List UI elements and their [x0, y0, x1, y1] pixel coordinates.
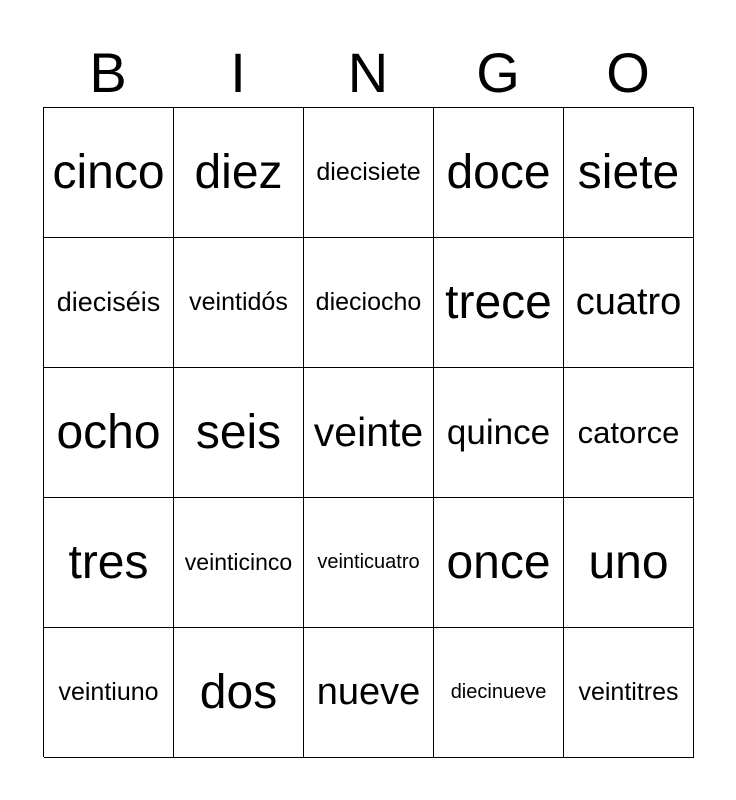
cell-label: diecisiete [316, 158, 421, 186]
cell-label: dos [199, 666, 278, 719]
header-letter-i: I [230, 41, 246, 104]
cell-label: veintiuno [58, 678, 159, 706]
cell-label: diecinueve [450, 681, 547, 703]
bingo-cell[interactable] [564, 108, 694, 238]
cell-label: trece [445, 276, 552, 329]
cell-label: cinco [52, 146, 165, 199]
bingo-cell[interactable] [174, 238, 304, 368]
cell-label: doce [446, 146, 551, 199]
cell-label: veinticuatro [317, 551, 420, 573]
cell-label: diez [194, 146, 283, 199]
cell-label: veintitres [578, 678, 679, 706]
header-letter-o: O [606, 41, 650, 104]
cell-label: veintidós [189, 288, 288, 316]
bingo-header [43, 40, 693, 106]
cell-label: nueve [316, 671, 421, 713]
cell-label: seis [195, 406, 282, 459]
cell-label: siete [577, 146, 680, 199]
cell-label: catorce [577, 414, 680, 450]
bingo-cell[interactable] [174, 628, 304, 758]
bingo-cell[interactable] [434, 628, 564, 758]
bingo-cell[interactable] [304, 498, 434, 628]
cell-label: veinte [313, 409, 424, 455]
bingo-cell[interactable] [434, 238, 564, 368]
header-letter-b: B [89, 41, 127, 104]
bingo-cell[interactable] [304, 628, 434, 758]
bingo-cell[interactable] [564, 498, 694, 628]
bingo-cell[interactable] [434, 108, 564, 238]
bingo-cell[interactable] [304, 368, 434, 498]
cell-label: quince [446, 412, 551, 452]
bingo-cell[interactable] [174, 368, 304, 498]
bingo-cell[interactable] [304, 108, 434, 238]
header-letter-n: N [347, 41, 389, 104]
bingo-cell[interactable] [564, 238, 694, 368]
bingo-cell[interactable] [44, 368, 174, 498]
bingo-board [43, 107, 694, 757]
bingo-cell[interactable] [44, 238, 174, 368]
bingo-cell[interactable] [564, 368, 694, 498]
bingo-cell[interactable] [174, 108, 304, 238]
header-letter-g: G [476, 41, 520, 104]
cell-label: veinticinco [184, 549, 293, 575]
cell-label: cuatro [575, 281, 682, 323]
cell-label: dieciocho [315, 288, 422, 316]
cell-label: ocho [56, 406, 161, 459]
cell-label: tres [68, 536, 149, 589]
bingo-cell[interactable] [44, 498, 174, 628]
cell-label: dieciséis [56, 287, 161, 317]
bingo-cell[interactable] [44, 628, 174, 758]
bingo-cell[interactable] [174, 498, 304, 628]
bingo-cell[interactable] [564, 628, 694, 758]
bingo-cell[interactable] [304, 238, 434, 368]
bingo-cell[interactable] [434, 368, 564, 498]
bingo-cell[interactable] [434, 498, 564, 628]
cell-label: uno [588, 536, 669, 589]
bingo-cell[interactable] [44, 108, 174, 238]
cell-label: once [446, 536, 551, 589]
